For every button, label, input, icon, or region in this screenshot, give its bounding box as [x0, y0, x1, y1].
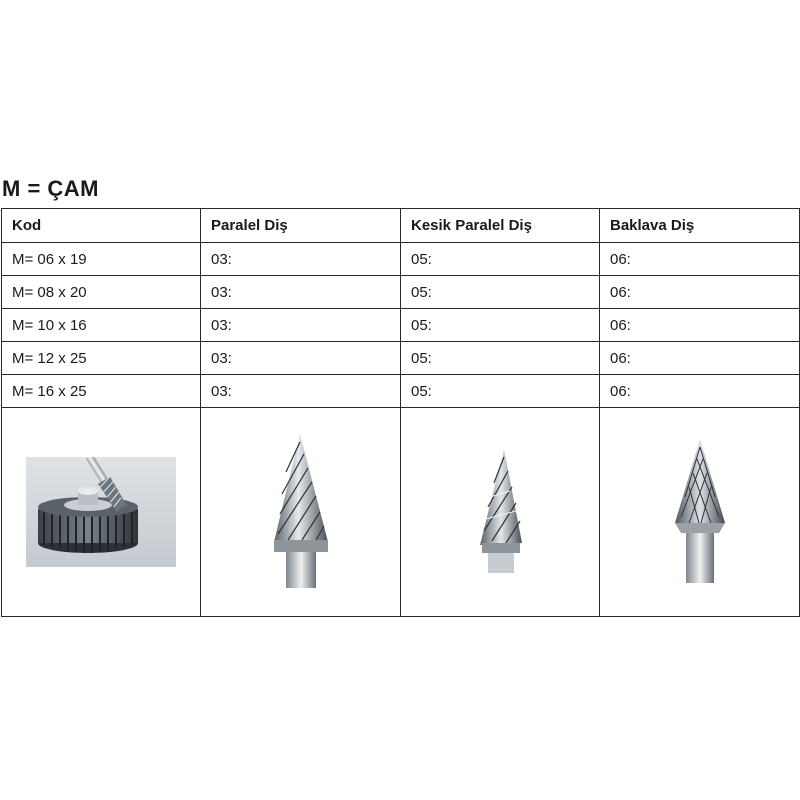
column-header-baklava-dis: Baklava Diş [600, 209, 800, 243]
cell-kesik-paralel: 05: [401, 375, 600, 408]
cell-kod: M= 12 x 25 [2, 342, 201, 375]
pointed-cone-burr-diamond-cut [655, 437, 745, 587]
column-header-kod: Kod [2, 209, 201, 243]
cell-kesik-paralel: 05: [401, 342, 600, 375]
spec-table [1, 208, 800, 617]
column-header-kesik-paralel-dis: Kesik Paralel Diş [401, 209, 600, 243]
burr-grinding-illustration [26, 457, 176, 567]
cell-kod: M= 16 x 25 [2, 375, 201, 408]
cell-baklava-image [600, 408, 800, 617]
cell-kesik-paralel: 05: [401, 243, 600, 276]
table-header-row [2, 209, 800, 243]
cell-paralel: 03: [201, 309, 401, 342]
cell-paralel-image [201, 408, 401, 617]
cell-kod: M= 08 x 20 [2, 276, 201, 309]
cell-baklava: 06: [600, 342, 800, 375]
table-row [2, 342, 800, 375]
pointed-cone-burr-parallel-cut [256, 432, 346, 592]
image-row [2, 408, 800, 617]
cell-baklava: 06: [600, 276, 800, 309]
table-row [2, 276, 800, 309]
cell-kod: M= 06 x 19 [2, 243, 201, 276]
table-row [2, 375, 800, 408]
table-row [2, 243, 800, 276]
column-header-paralel-dis: Paralel Diş [201, 209, 401, 243]
cell-paralel: 03: [201, 375, 401, 408]
cell-baklava: 06: [600, 375, 800, 408]
cell-baklava: 06: [600, 309, 800, 342]
cell-kesik-paralel-image [401, 408, 600, 617]
cell-kesik-paralel: 05: [401, 276, 600, 309]
cell-kod: M= 10 x 16 [2, 309, 201, 342]
table-row [2, 309, 800, 342]
page-title: M = ÇAM [2, 176, 99, 201]
cell-paralel: 03: [201, 276, 401, 309]
pointed-cone-burr-chip-breaker-cut [460, 447, 540, 577]
cell-paralel: 03: [201, 243, 401, 276]
cell-application-image [2, 408, 201, 617]
cell-baklava: 06: [600, 243, 800, 276]
cell-kesik-paralel: 05: [401, 309, 600, 342]
cell-paralel: 03: [201, 342, 401, 375]
